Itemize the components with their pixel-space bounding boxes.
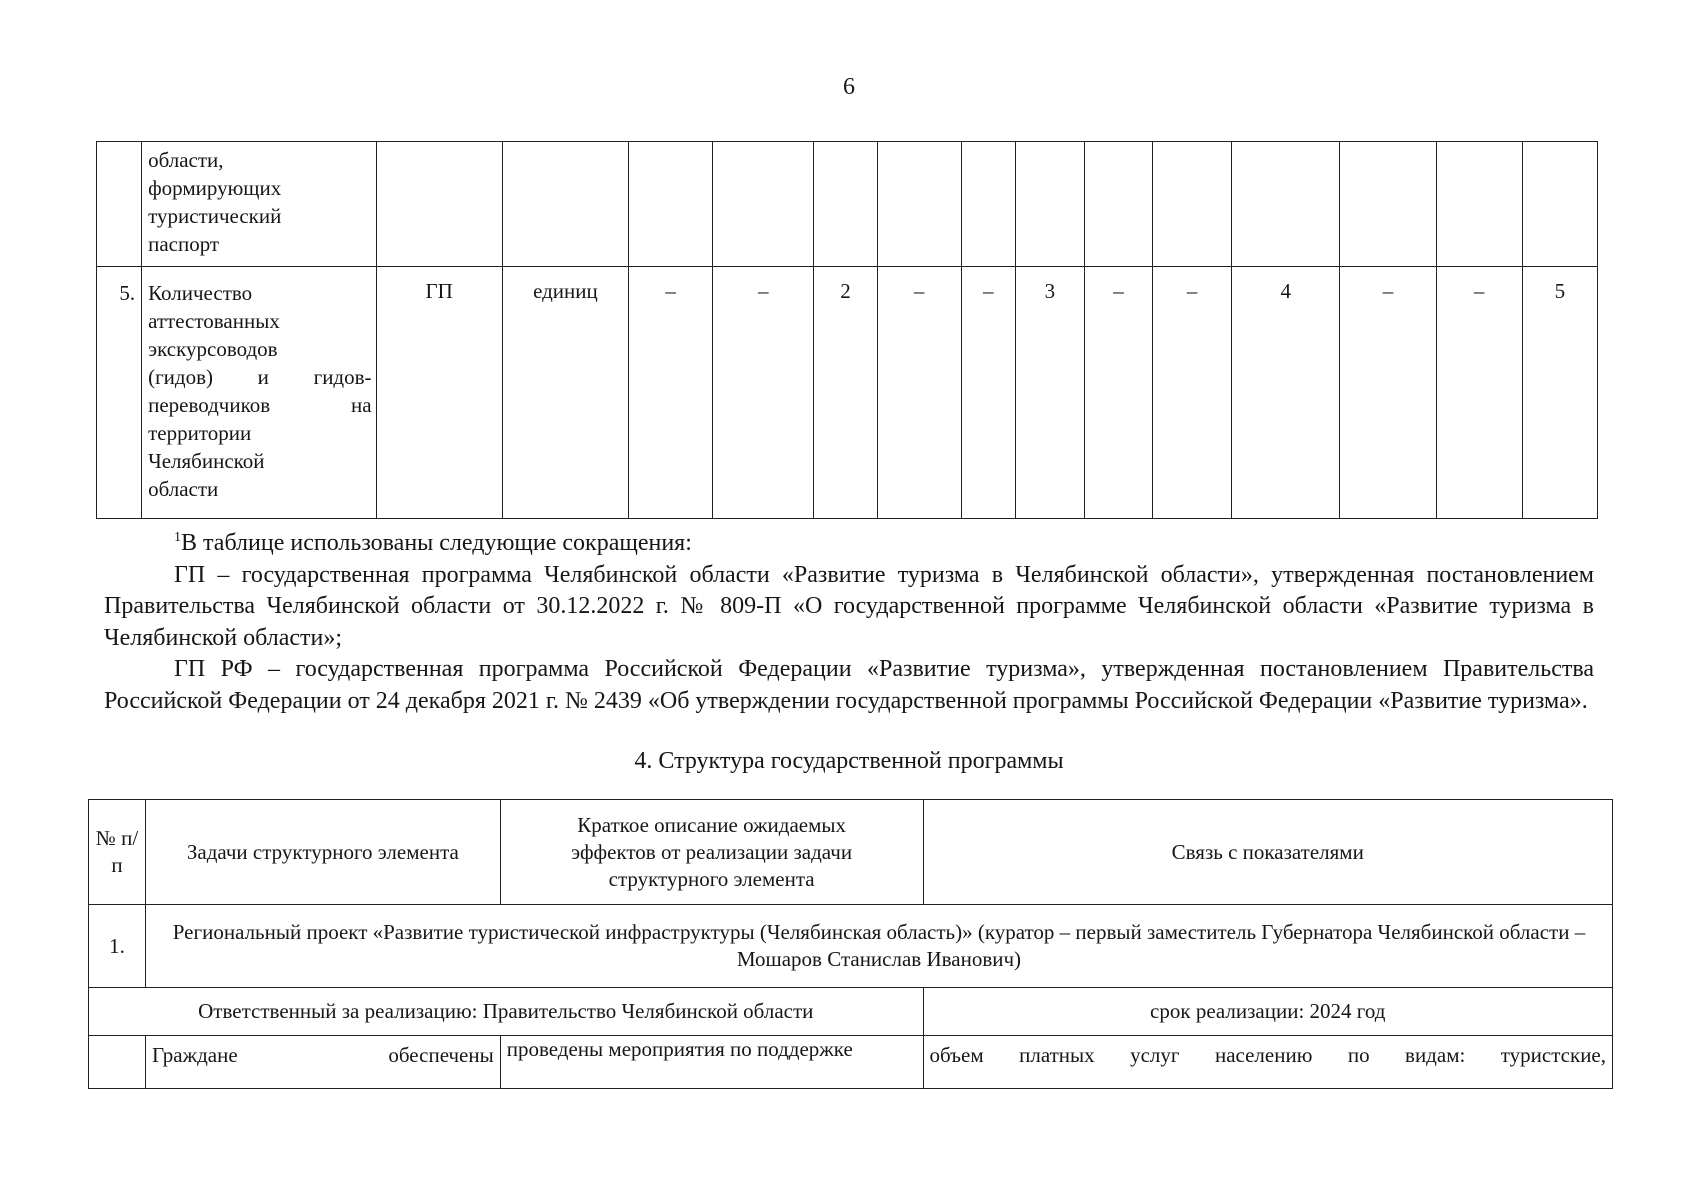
indicator-name-cell [142,267,376,519]
task-cell: Граждане обеспечены [145,1036,500,1089]
header-effects: Краткое описание ожидаемых эффектов от реализации задачи структурного элемента [500,800,923,905]
footnote-intro [104,522,1594,560]
indicator-name-line: экскурсоводов [148,337,278,361]
footnote-gp: ГП – государственная программа Челябинской области «Развитие туризма в Челябинской области», утвержденная постановлением Правительства Челябинской области от 30.12.2022 г. № 809-П «О государственной программе Челябинской области «Развитие туризма в Челябинской области»; [104,561,1594,651]
row-number-cell: 5. [97,267,142,519]
link-cell: объем платных услуг населению по видам: туристские, [923,1036,1612,1089]
empty-cell [877,142,961,267]
table-header-row [89,800,1613,905]
empty-cell [713,142,814,267]
indicator-name-line: паспорт [148,232,220,256]
empty-cell [629,142,713,267]
indicator-name-line: переводчиков на [148,393,372,417]
empty-cell [1232,142,1340,267]
value-cell: 3 [1015,267,1084,519]
indicator-name-line: аттестованных [148,309,280,333]
footnote-intro-text: В таблице использованы следующие сокращения: [181,530,692,556]
indicator-name-line: формирующих [148,176,282,200]
value-cell: 2 [814,267,877,519]
value-cell: – [1084,267,1152,519]
value-cell: – [1340,267,1436,519]
empty-cell [502,142,628,267]
footnote-marker: 1 [174,530,181,545]
value-cell: 5 [1522,267,1597,519]
program-structure-table [88,799,1613,1089]
page-number: 6 [843,74,855,100]
empty-cell [1084,142,1152,267]
abbreviations-footnote [104,522,1594,717]
value-cell: – [1436,267,1522,519]
indicator-name-line: (гидов) и гидов- [148,365,372,389]
empty-cell [1436,142,1522,267]
row-number-cell [97,142,142,267]
header-links: Связь с показателями [923,800,1612,905]
empty-cell [376,142,502,267]
table-row [97,267,1598,519]
section-title: 4. Структура государственной программы [634,748,1064,774]
value-cell: – [877,267,961,519]
indicator-name-line: туристический [148,204,282,228]
indicators-table [96,141,1598,519]
unit-cell: единиц [502,267,628,519]
indicator-name-cell [142,142,376,267]
value-cell: – [1153,267,1232,519]
project-num: 1. [89,905,146,988]
indicator-name-line: Челябинской [148,449,265,473]
indicator-name-line: Количество [148,281,253,305]
table-row [97,142,1598,267]
term-cell: срок реализации: 2024 год [923,988,1612,1036]
indicator-name-line: области [148,477,219,501]
footnote-gp-rf: ГП РФ – государственная программа Российской Федерации «Развитие туризма», утвержденная постановлением Правительства Российской Федерации от 24 декабря 2021 г. № 2439 «Об утверждении государственной программы Российской Федерации «Развитие туризма». [104,656,1594,714]
header-tasks: Задачи структурного элемента [145,800,500,905]
table-row [89,988,1613,1036]
empty-cell [1522,142,1597,267]
table-row [89,905,1613,988]
source-cell: ГП [376,267,502,519]
empty-cell [1340,142,1436,267]
empty-cell [1153,142,1232,267]
effect-cell: проведены мероприятия по поддержке [500,1036,923,1089]
empty-cell [961,142,1015,267]
indicator-name-line: области, [148,148,224,172]
responsible-cell: Ответственный за реализацию: Правительство Челябинской области [89,988,924,1036]
project-title: Региональный проект «Развитие туристической инфраструктуры (Челябинская область)» (куратор – первый заместитель Губернатора Челябинской области – Мошаров Станислав Иванович) [145,905,1612,988]
value-cell: – [713,267,814,519]
value-cell: – [961,267,1015,519]
value-cell: – [629,267,713,519]
table-row [89,1036,1613,1089]
empty-cell [1015,142,1084,267]
empty-cell [814,142,877,267]
value-cell: 4 [1232,267,1340,519]
row-number-cell [89,1036,146,1089]
header-num: № п/п [89,800,146,905]
indicator-name-line: территории [148,421,252,445]
